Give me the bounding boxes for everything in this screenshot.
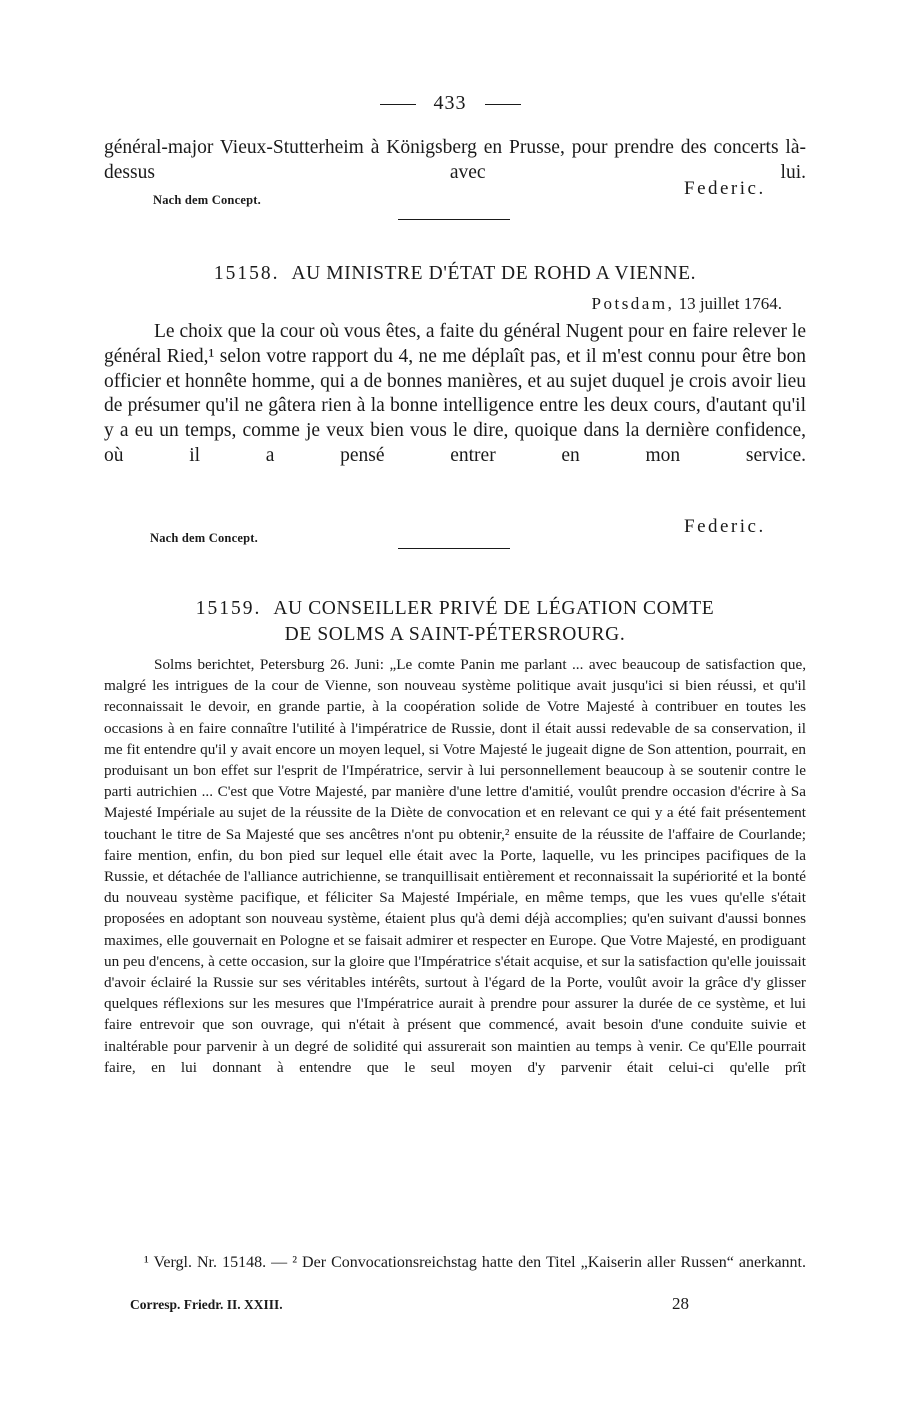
letter-15158-dateline: [592, 294, 782, 314]
section-divider-1: [398, 219, 510, 220]
letter-15158-heading: [104, 263, 806, 285]
letter-15159-number: 15159.: [195, 598, 262, 619]
letter-15158-title: AU MINISTRE D'ÉTAT DE ROHD A VIENNE.: [291, 263, 697, 284]
page-number: [0, 92, 900, 115]
letter-15158-body: [104, 320, 806, 469]
page-number-dash-left: [380, 104, 416, 105]
letter-15158-number: 15158.: [213, 263, 280, 284]
letter-15158-body-text: Le choix que la cour où vous êtes, a faite du général Nugent pour en faire relever le général Ried,¹ selon votre rapport du 4, ne me déplaît pas, et il m'est connu pour être bon officier et honnête homme, qui a de bonnes manières, et au sujet duquel je crois avoir lieu de présumer qu'il ne gâtera rien à la bonne intelligence entre les deux cours, d'autant qu'il y a eu un temps, comme je veux bien vous le dire, quoique dans la dernière confidence, où il a pensé entrer en mon service.: [104, 321, 806, 466]
letter-15159-title-line1: AU CONSEILLER PRIVÉ DE LÉGATION COMTE: [273, 598, 715, 619]
footnotes: [104, 1252, 806, 1273]
letter-15159-heading-line2: [104, 624, 806, 646]
page-number-dash-right: [485, 104, 521, 105]
letter-15158-signature: Federic.: [684, 516, 766, 537]
letter-15159-heading: [104, 598, 806, 620]
letter-15159-body: [104, 654, 806, 1078]
carryover-signature: Federic.: [684, 178, 766, 199]
section-divider-2: [398, 548, 510, 549]
footer-source: Corresp. Friedr. II. XXIII.: [130, 1297, 283, 1312]
letter-15159-title-line2: DE SOLMS A SAINT-PÉTERSROURG.: [284, 624, 626, 645]
footnotes-text: ¹ Vergl. Nr. 15148. — ² Der Convocationsreichstag hatte den Titel „Kaiserin aller Russen“ anerkannt.: [144, 1254, 806, 1271]
page-number-text: 433: [433, 92, 467, 114]
letter-15158-place: Potsdam,: [591, 294, 675, 313]
carryover-source-note: Nach dem Concept.: [153, 193, 261, 207]
letter-15159-body-text: Solms berichtet, Petersburg 26. Juni: „Le comte Panin me parlant ... avec beaucoup de satisfaction que, malgré les intrigues de la cour de Vienne, son nouveau système politique avait jusqu'ici si bien réussi, et qu'il reconnaissait le devoir, en grande partie, à la coopération solide de Votre Majesté à contribuer en toutes les occasions à en faire connaître l'utilité à l'impératrice de Russie, dont il était aussi redevable de sa conservation, il me fit entendre qu'il y avait encore un moyen lequel, si Votre Majesté le jugeait digne de Son attention, pourrait, en produisant un bon effet sur l'esprit de l'Impératrice, servir à lui personnellement beaucoup à se soutenir contre le parti autrichien ... C'est que Votre Majesté, par manière d'une lettre d'amitié, voulût prendre occasion d'écrire à Sa Majesté Impériale au sujet de la réussite de la Diète de convocation et en relevant ce qui y a été fait présentement touchant le titre de Sa Majesté que ses ancêtres n'ont pu obtenir,² ensuite de la réussite de l'affaire de Courlande; faire mention, enfin, du bon pied sur lequel elle était avec la Porte, laquelle, vu les principes pacifiques de la Russie, et détachée de l'alliance autrichienne, se tranquillisait entièrement et reconnaissait la supériorité et la bonté du nouveau système pacifique, et féliciter Sa Majesté Impériale, en même temps, que les vues qu'elle s'était proposées en adoptant son nouveau système, étaient plus qu'à demi déjà accomplies; qu'en suivant d'aussi bonnes maximes, elle gouvernait en Pologne et se faisait admirer et respecter en Europe. Que Votre Majesté, en prodiguant un peu d'encens, à cette occasion, sur la gloire que l'Impératrice s'était acquise, et sur la satisfaction qu'elle jouissait d'avoir éclairé la Russie sur ses véritables intérêts, surtout à l'égard de la Porte, voulût avoir la grâce d'y glisser quelques réflexions sur les mesures que l'Impératrice aurait à prendre pour assurer la durée de ce système, et lui faire entrevoir que son ouvrage, qui n'était à présent que commencé, avait besoin d'une conduite suivie et inaltérable pour parvenir à un degré de solidité qui assurerait son maintien au temps à venir. Ce qu'Elle pourrait faire, en lui donnant à entendre que le seul moyen d'y parvenir était celui-ci qu'elle prît: [104, 656, 806, 1076]
footer-signature-mark: 28: [672, 1294, 689, 1313]
letter-15158-date: 13 juillet 1764.: [678, 294, 782, 313]
carryover-text: général-major Vieux-Stutterheim à Königsberg en Prusse, pour prendre des concerts là-dessus avec lui.: [104, 137, 806, 183]
letter-15158-source-note: Nach dem Concept.: [150, 531, 258, 545]
